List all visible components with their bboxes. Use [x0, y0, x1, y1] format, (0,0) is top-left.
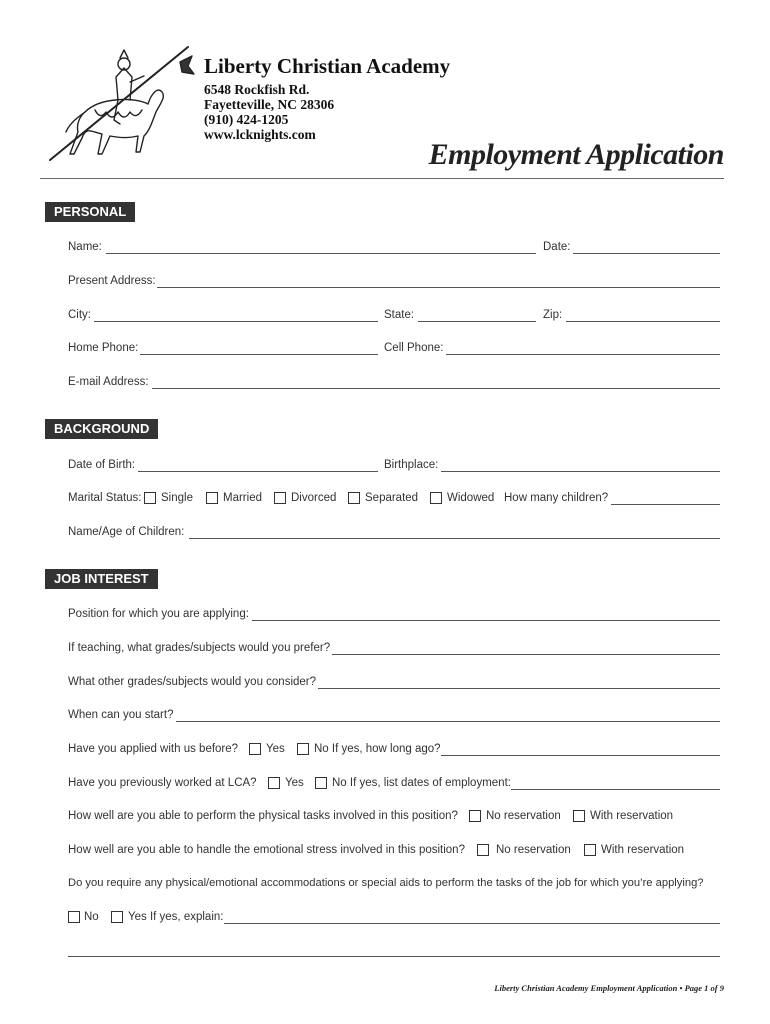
cell-phone-field[interactable]	[446, 354, 720, 355]
present-address-field[interactable]	[157, 287, 720, 288]
applied-yes-label: Yes	[266, 743, 285, 755]
children-names-field[interactable]	[189, 538, 720, 539]
section-heading-job-interest: JOB INTEREST	[45, 569, 158, 589]
applied-how-long-field[interactable]	[441, 755, 720, 756]
accommodations-yes-checkbox[interactable]	[111, 911, 123, 923]
start-label: When can you start?	[68, 709, 174, 721]
emotional-no-reservation-checkbox[interactable]	[477, 844, 489, 856]
physical-label: How well are you able to perform the physical tasks involved in this position?	[68, 810, 458, 822]
start-field[interactable]	[176, 721, 720, 722]
phone-number: (910) 424-1205	[204, 112, 289, 127]
website: www.lcknights.com	[204, 127, 316, 142]
date-label: Date:	[543, 241, 571, 253]
children-count-field[interactable]	[611, 504, 720, 505]
city-label: City:	[68, 309, 91, 321]
city-field[interactable]	[94, 321, 378, 322]
position-field[interactable]	[252, 620, 720, 621]
other-grades-label: What other grades/subjects would you consider?	[68, 676, 317, 688]
section-heading-personal: PERSONAL	[45, 202, 135, 222]
state-label: State:	[384, 309, 415, 321]
applied-before-label: Have you applied with us before?	[68, 743, 239, 755]
cell-phone-label: Cell Phone:	[384, 342, 444, 354]
emotional-no-reservation-label: No reservation	[496, 844, 571, 856]
worked-no-checkbox[interactable]	[315, 777, 327, 789]
separated-label: Separated	[365, 492, 419, 504]
applied-no-label: No If yes, how long ago?	[314, 743, 441, 755]
present-address-label: Present Address:	[68, 275, 156, 287]
separated-checkbox[interactable]	[348, 492, 360, 504]
home-phone-field[interactable]	[140, 354, 378, 355]
worked-yes-label: Yes	[285, 777, 304, 789]
emotional-with-reservation-checkbox[interactable]	[584, 844, 596, 856]
physical-no-reservation-checkbox[interactable]	[469, 810, 481, 822]
accommodations-no-checkbox[interactable]	[68, 911, 80, 923]
accommodations-yes-label: Yes If yes, explain:	[128, 911, 224, 923]
name-label: Name:	[68, 241, 102, 253]
widowed-checkbox[interactable]	[430, 492, 442, 504]
name-field[interactable]	[106, 253, 536, 254]
emotional-label: How well are you able to handle the emotional stress involved in this position?	[68, 844, 465, 856]
position-label: Position for which you are applying:	[68, 608, 249, 620]
worked-yes-checkbox[interactable]	[268, 777, 280, 789]
section-heading-background: BACKGROUND	[45, 419, 158, 439]
widowed-label: Widowed	[447, 492, 495, 504]
dob-label: Date of Birth:	[68, 459, 136, 471]
divorced-label: Divorced	[291, 492, 337, 504]
physical-with-reservation-label: With reservation	[590, 810, 674, 822]
birthplace-field[interactable]	[441, 471, 720, 472]
address-line2: Fayetteville, NC 28306	[204, 97, 335, 112]
birthplace-label: Birthplace:	[384, 459, 439, 471]
children-names-label: Name/Age of Children:	[68, 526, 185, 538]
teaching-field[interactable]	[332, 654, 720, 655]
header-divider	[40, 178, 724, 179]
zip-label: Zip:	[543, 309, 563, 321]
state-field[interactable]	[418, 321, 536, 322]
knight-on-horse-icon	[40, 42, 195, 172]
date-field[interactable]	[573, 253, 720, 254]
school-name: Liberty Christian Academy	[204, 54, 451, 78]
marital-status-label: Marital Status:	[68, 492, 142, 504]
married-checkbox[interactable]	[206, 492, 218, 504]
worked-before-label: Have you previously worked at LCA?	[68, 777, 257, 789]
other-grades-field[interactable]	[318, 688, 720, 689]
applied-yes-checkbox[interactable]	[249, 743, 261, 755]
email-label: E-mail Address:	[68, 376, 149, 388]
married-label: Married	[223, 492, 262, 504]
email-field[interactable]	[152, 388, 720, 389]
accommodations-explain-field[interactable]	[224, 923, 720, 924]
physical-with-reservation-checkbox[interactable]	[573, 810, 585, 822]
home-phone-label: Home Phone:	[68, 342, 139, 354]
single-label: Single	[161, 492, 193, 504]
zip-field[interactable]	[566, 321, 720, 322]
page-title: Employment Application	[428, 138, 724, 171]
address-line1: 6548 Rockfish Rd.	[204, 82, 310, 97]
divorced-checkbox[interactable]	[274, 492, 286, 504]
physical-no-reservation-label: No reservation	[486, 810, 561, 822]
applied-no-checkbox[interactable]	[297, 743, 309, 755]
page-footer: Liberty Christian Academy Employment Application • Page 1 of 9	[494, 983, 724, 993]
single-checkbox[interactable]	[144, 492, 156, 504]
accommodations-label: Do you require any physical/emotional accommodations or special aids to perform the tasks of the job for which you’re applying?	[68, 877, 704, 889]
dob-field[interactable]	[138, 471, 378, 472]
teaching-label: If teaching, what grades/subjects would you prefer?	[68, 642, 331, 654]
employment-dates-field[interactable]	[511, 789, 720, 790]
worked-no-label: No If yes, list dates of employment:	[332, 777, 511, 789]
accommodations-no-label: No	[84, 911, 99, 923]
emotional-with-reservation-label: With reservation	[601, 844, 685, 856]
children-count-label: How many children?	[504, 492, 609, 504]
accommodations-explain-line-2[interactable]	[68, 956, 720, 957]
